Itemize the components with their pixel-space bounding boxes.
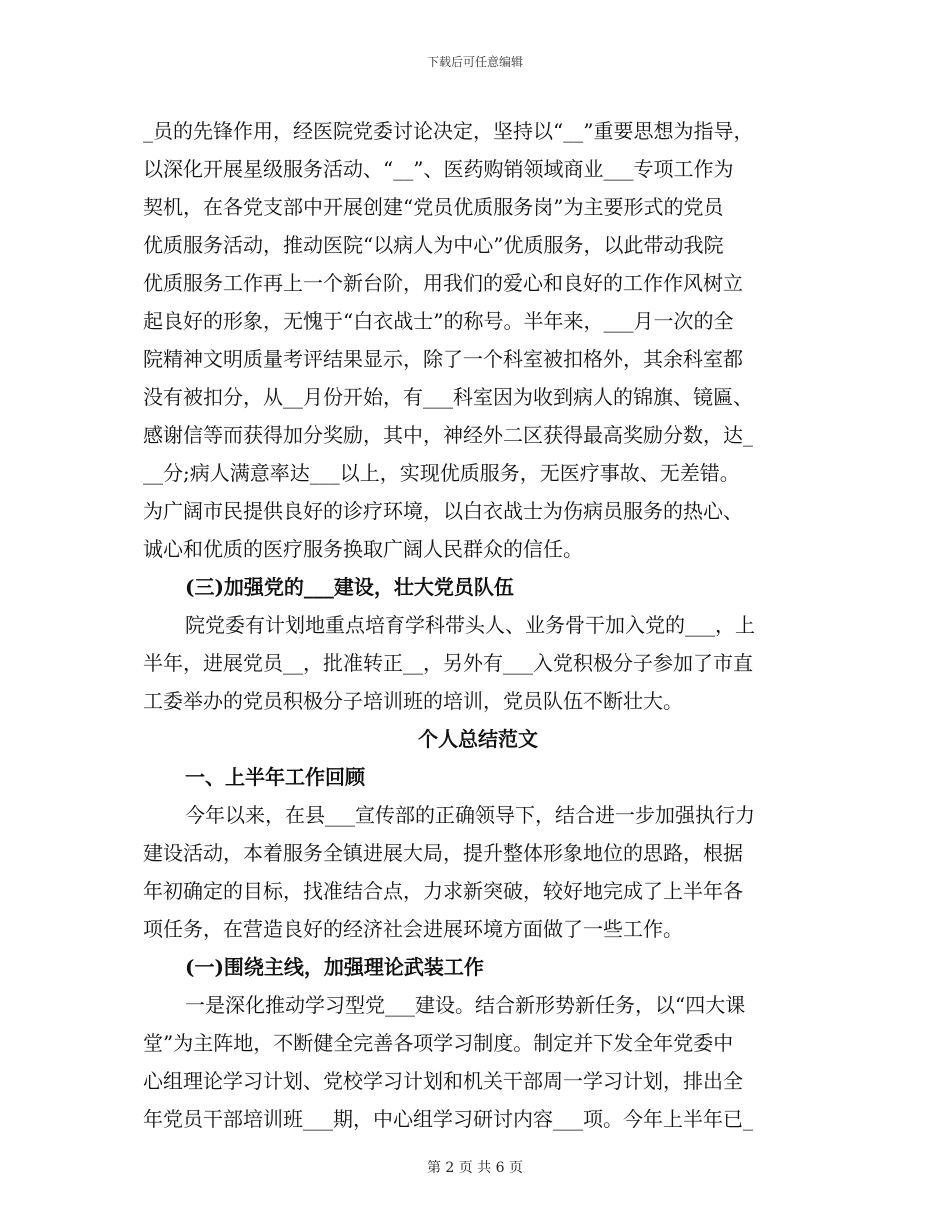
paragraph-line: _员的先锋作用，经医院党委讨论决定，坚持以“__”重要思想为指导， (143, 119, 754, 143)
paragraph-line: 一是深化推动学习型党___建设。结合新形势新任务，以“四大课 (185, 993, 746, 1017)
section-heading: (一)围绕主线，加强理论武装工作 (185, 955, 484, 979)
paragraph-line: 为广阔市民提供良好的诊疗环境，以白衣战士为伤病员服务的热心、 (143, 499, 743, 523)
paragraph-line: 心组理论学习计划、党校学习计划和机关干部周一学习计划，排出全 (143, 1069, 743, 1093)
paragraph-line: 起良好的形象，无愧于“白衣战士”的称号。半年来，___月一次的全 (143, 309, 734, 333)
paragraph-line: 年初确定的目标，找准结合点，力求新突破，较好地完成了上半年各 (143, 879, 743, 903)
page-number: 第 2 页 共 6 页 (426, 1160, 524, 1176)
paragraph-line: __分;病人满意率达___以上，实现优质服务，无医疗事故、无差错。 (143, 461, 740, 485)
paragraph-line: 没有被扣分，从__月份开始，有___科室因为收到病人的锦旗、镜匾、 (143, 385, 753, 409)
section-heading: (三)加强党的___建设，壮大党员队伍 (185, 575, 514, 599)
paragraph-line: 今年以来，在县___宣传部的正确领导下，结合进一步加强执行力 (185, 803, 755, 827)
paragraph-line: 半年，进展党员__，批准转正__，另外有___入党积极分子参加了市直 (143, 651, 753, 675)
paragraph-line: 建设活动，本着服务全镇进展大局，提升整体形象地位的思路，根据 (143, 841, 743, 865)
paragraph-line: 院精神文明质量考评结果显示，除了一个科室被扣格外，其余科室都 (143, 347, 743, 371)
paragraph-line: 诚心和优质的医疗服务换取广阔人民群众的信任。 (143, 537, 583, 561)
paragraph-line: 工委举办的党员积极分子培训班的培训，党员队伍不断壮大。 (143, 689, 683, 713)
paragraph-line: 项任务，在营造良好的经济社会进展环境方面做了一些工作。 (143, 917, 683, 941)
document-title: 个人总结范文 (418, 727, 538, 751)
paragraph-line: 院党委有计划地重点培育学科带头人、业务骨干加入党的___，上 (185, 613, 755, 637)
paragraph-line: 以深化开展星级服务活动、“__”、医药购销领域商业___专项工作为 (143, 157, 734, 181)
paragraph-line: 优质服务工作再上一个新台阶，用我们的爱心和良好的工作作风树立 (143, 271, 743, 295)
document-body (143, 112, 813, 1138)
paragraph-line: 优质服务活动，推动医院“以病人为中心”优质服务，以此带动我院 (143, 233, 724, 257)
paragraph-line: 年党员干部培训班___期，中心组学习研讨内容___项。今年上半年已_ (143, 1107, 753, 1131)
paragraph-line: 堂”为主阵地，不断健全完善各项学习制度。制定并下发全年党委中 (143, 1031, 734, 1055)
download-note: 下载后可任意编辑 (426, 55, 523, 69)
section-heading: 一、上半年工作回顾 (185, 765, 365, 789)
paragraph-line: 契机，在各党支部中开展创建“党员优质服务岗”为主要形式的党员 (143, 195, 724, 219)
paragraph-line: 感谢信等而获得加分奖励，其中，神经外二区获得最高奖励分数，达_ (143, 423, 753, 447)
